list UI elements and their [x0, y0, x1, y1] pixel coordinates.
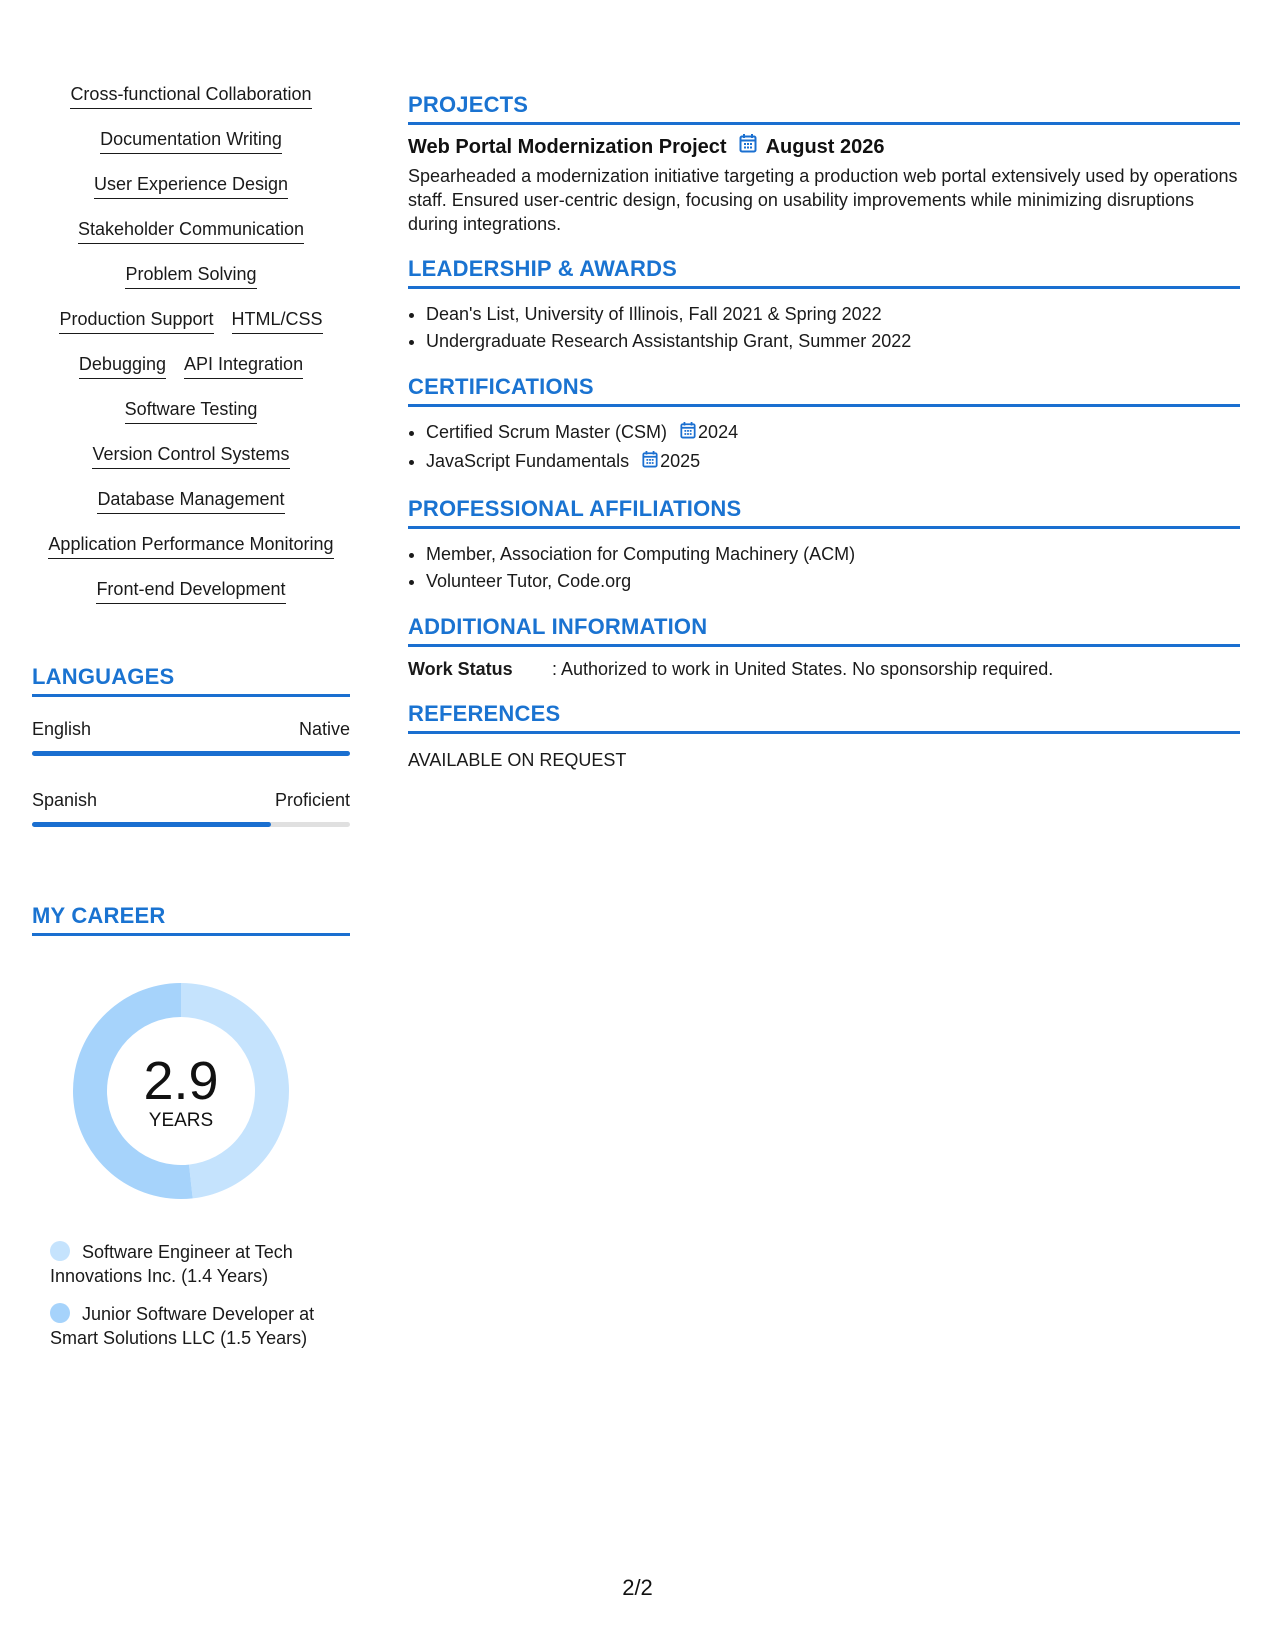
project-name: Web Portal Modernization Project	[408, 135, 727, 158]
certification-name: JavaScript Fundamentals	[426, 450, 630, 471]
skill-tag: Software Testing	[125, 397, 258, 424]
career-heading: MY CAREER	[32, 903, 350, 936]
legend-dot-icon	[50, 1303, 70, 1323]
career-total-unit: YEARS	[148, 1110, 214, 1131]
certification-year: 2025	[660, 450, 701, 471]
language-level: Proficient	[274, 790, 350, 810]
list-item	[426, 419, 1240, 447]
skill-tag: Stakeholder Communication	[78, 217, 304, 244]
certifications-section	[408, 374, 1240, 476]
skill-row	[94, 172, 288, 199]
skill-row	[96, 577, 285, 604]
list-item: • Dean's List, University of Illinois, Fall 2021 & Spring 2022	[426, 301, 1240, 327]
right-column	[408, 92, 1240, 772]
certification-name: Certified Scrum Master (CSM)	[426, 422, 668, 442]
language-item	[32, 788, 350, 827]
calendar-icon	[642, 449, 658, 476]
calendar-icon	[739, 133, 757, 160]
skill-row	[79, 352, 303, 379]
references-section	[408, 701, 1240, 772]
projects-section	[408, 92, 1240, 236]
skill-row	[48, 532, 333, 559]
left-column	[32, 82, 350, 1364]
language-bar-fill	[32, 822, 271, 827]
certification-year: 2024	[698, 422, 739, 442]
list-item	[426, 448, 1240, 476]
skill-row	[92, 442, 289, 469]
page-number: 2/2	[622, 1575, 653, 1600]
projects-heading: PROJECTS	[408, 92, 1240, 125]
skill-tag: Version Control Systems	[92, 442, 289, 469]
additional-info-heading: ADDITIONAL INFORMATION	[408, 614, 1240, 647]
career-legend-item	[50, 1302, 340, 1350]
language-name: English	[32, 719, 92, 739]
languages-heading: LANGUAGES	[32, 664, 350, 697]
legend-dot-icon	[50, 1241, 70, 1261]
skill-tag: Production Support	[59, 307, 213, 334]
skill-row	[59, 307, 322, 334]
affiliations-heading: PROFESSIONAL AFFILIATIONS	[408, 496, 1240, 529]
leadership-heading: LEADERSHIP & AWARDS	[408, 256, 1240, 289]
work-status-value: : Authorized to work in United States. No sponsorship required.	[552, 658, 1054, 679]
skill-row	[97, 487, 284, 514]
language-bar	[32, 822, 350, 827]
skill-row	[125, 262, 256, 289]
skill-tag: Cross-functional Collaboration	[70, 82, 311, 109]
skills-list	[32, 82, 350, 622]
career-legend-label: Junior Software Developer at Smart Solutions LLC (1.5 Years)	[50, 1304, 315, 1348]
references-heading: REFERENCES	[408, 701, 1240, 734]
work-status-row	[408, 657, 1240, 681]
language-bar-fill	[32, 751, 350, 756]
skill-tag: Problem Solving	[125, 262, 256, 289]
career-legend-label: Software Engineer at Tech Innovations Inc. (1.4 Years)	[50, 1242, 293, 1286]
language-name: Spanish	[32, 790, 98, 810]
skill-tag: API Integration	[184, 352, 303, 379]
language-bar	[32, 751, 350, 756]
skill-tag: HTML/CSS	[232, 307, 323, 334]
list-item: • Member, Association for Computing Machinery (ACM)	[426, 541, 1240, 567]
career-total-years: 2.9	[143, 1051, 219, 1111]
skill-tag: Database Management	[97, 487, 284, 514]
skill-tag: Application Performance Monitoring	[48, 532, 333, 559]
skill-tag: Front-end Development	[96, 577, 285, 604]
project-header	[408, 133, 1240, 160]
career-legend	[50, 1240, 340, 1350]
skill-row	[100, 127, 282, 154]
career-section	[32, 903, 350, 1350]
calendar-icon	[680, 420, 696, 447]
career-donut-chart	[66, 976, 296, 1206]
list-item: • Volunteer Tutor, Code.org	[426, 568, 1240, 594]
skill-tag: User Experience Design	[94, 172, 288, 199]
skill-row	[125, 397, 258, 424]
project-description: Spearheaded a modernization initiative targeting a production web portal extensively used by operations staff. Ensured user-centric design, focusing on usability improvements while minimizing disruptions during integrations.	[408, 166, 1238, 234]
leadership-section	[408, 256, 1240, 354]
language-item	[32, 717, 350, 756]
project-date: August 2026	[765, 135, 885, 158]
work-status-label: Work Status	[408, 658, 513, 679]
skill-row	[70, 82, 311, 109]
certifications-heading: CERTIFICATIONS	[408, 374, 1240, 407]
skill-tag: Debugging	[79, 352, 166, 379]
career-legend-item	[50, 1240, 340, 1288]
additional-info-section	[408, 614, 1240, 681]
list-item: • Undergraduate Research Assistantship Grant, Summer 2022	[426, 328, 1240, 354]
skill-tag: Documentation Writing	[100, 127, 282, 154]
language-level: Native	[298, 719, 350, 739]
references-text: AVAILABLE ON REQUEST	[408, 749, 627, 770]
languages-section	[32, 664, 350, 827]
affiliations-section	[408, 496, 1240, 594]
skill-row	[78, 217, 304, 244]
